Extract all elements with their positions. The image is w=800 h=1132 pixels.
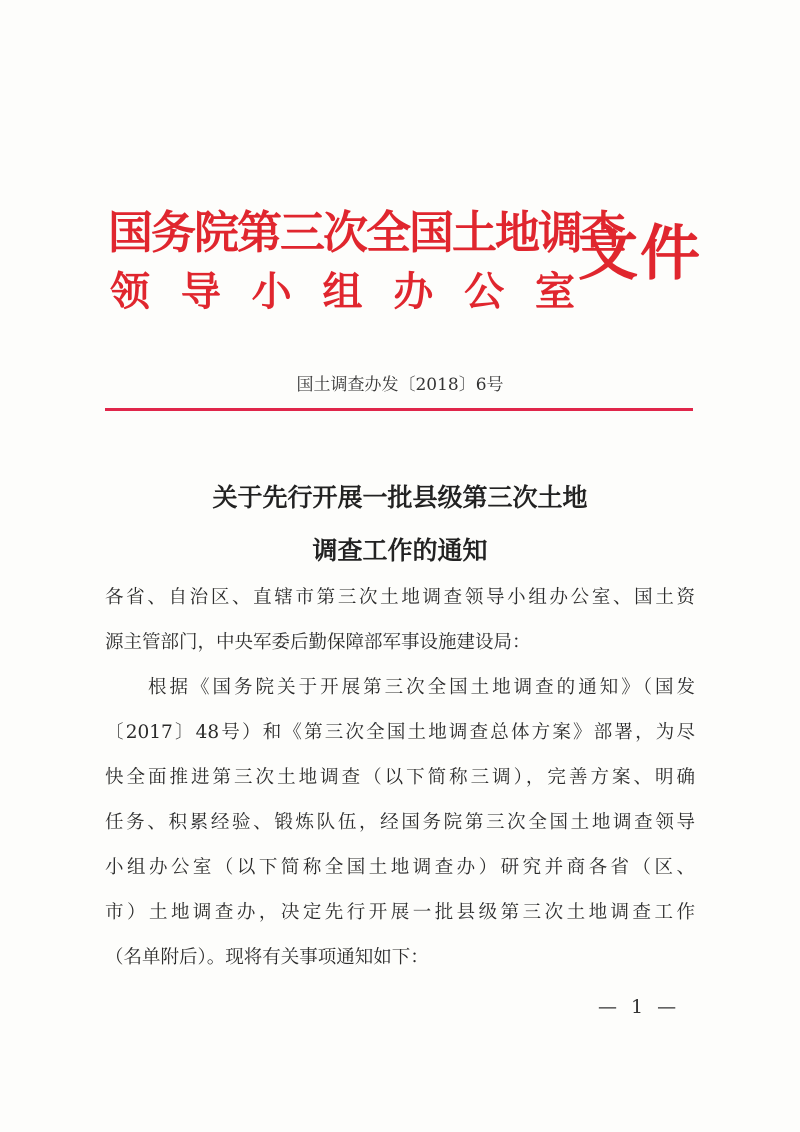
title-line1: 关于先行开展一批县级第三次土地 (212, 483, 588, 512)
body-line: 市）土地调查办，决定先行开展一批县级第三次土地调查工作 (105, 902, 695, 923)
page-number: — 1 — (598, 996, 681, 1018)
body-line: 小组办公室（以下简称全国土地调查办）研究并商各省（区、 (105, 857, 695, 878)
red-divider (105, 408, 693, 411)
body-line: 各省、自治区、直辖市第三次土地调查领导小组办公室、国土资 (105, 587, 695, 608)
body-line: 根据《国务院关于开展第三次全国土地调查的通知》（国发 (105, 677, 695, 698)
issuing-org-line2: 领导小组办公室 (110, 268, 575, 315)
body-line: 源主管部门，中央军委后勤保障部军事设施建设局： (105, 632, 531, 653)
body-line: 任务、积累经验、锻炼队伍，经国务院第三次全国土地调查领导 (105, 812, 695, 833)
issuing-org-line1: 国务院第三次全国土地调查 (108, 206, 625, 259)
title-line2: 调查工作的通知 (312, 536, 488, 565)
document-type: 文件 (578, 219, 702, 289)
document-number: 国土调查办发〔2018〕6号 (296, 375, 504, 395)
body-line: （名单附后）。现将有关事项通知如下： (105, 947, 429, 968)
body-line: 快全面推进第三次土地调查（以下简称三调），完善方案、明确 (105, 767, 695, 788)
body-line: 〔2017〕48号）和《第三次全国土地调查总体方案》部署，为尽 (105, 722, 695, 743)
